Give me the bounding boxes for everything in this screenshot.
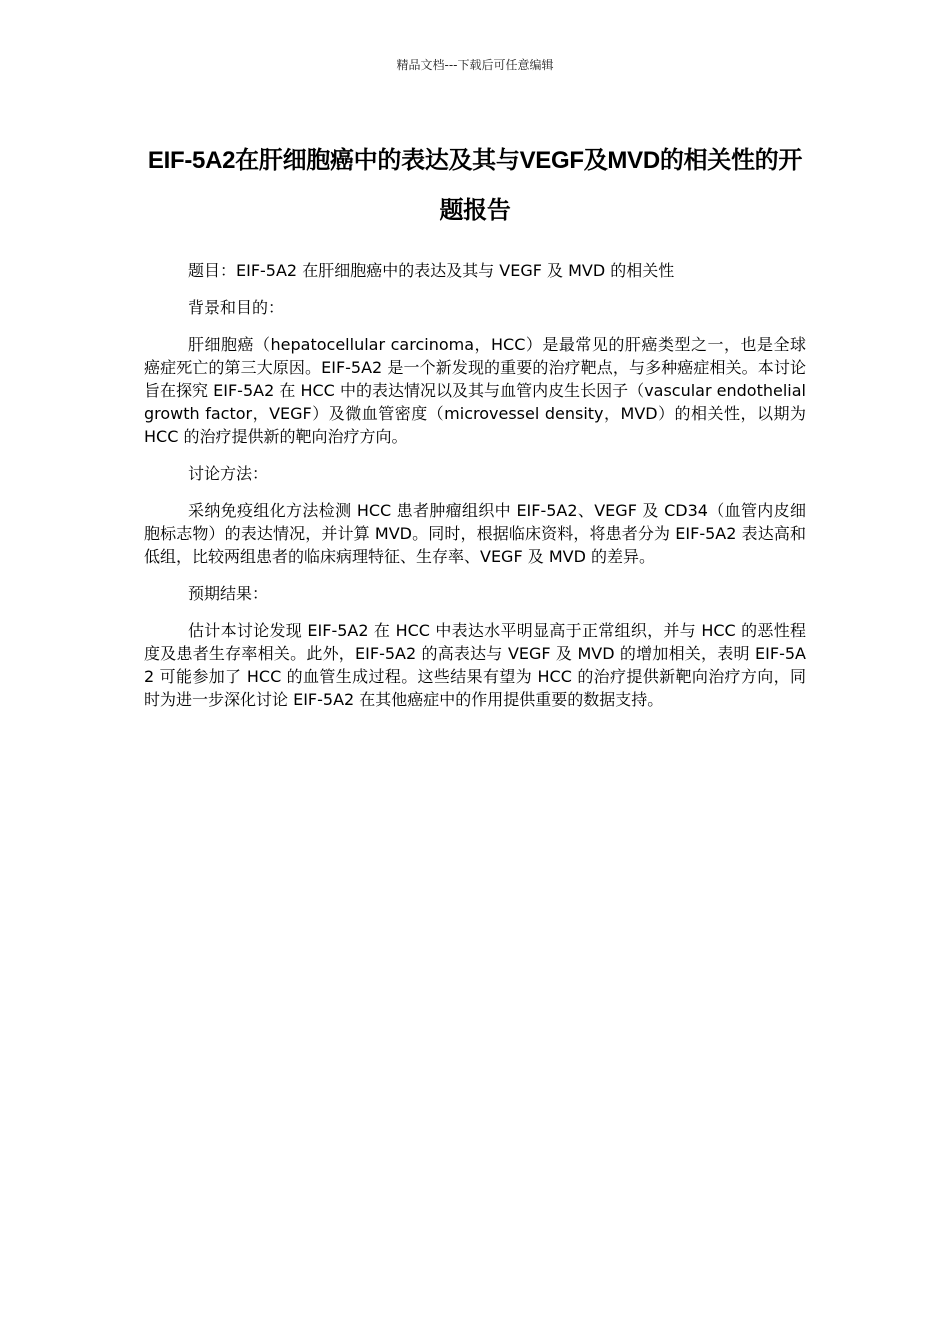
topic-line: 题目：EIF-5A2 在肝细胞癌中的表达及其与 VEGF 及 MVD 的相关性: [188, 261, 675, 280]
method-label: 讨论方法：: [188, 464, 269, 483]
method-paragraph: 采纳免疫组化方法检测 HCC 患者肿瘤组织中 EIF-5A2、VEGF 及 CD34（血管内皮细胞标志物）的表达情况，并计算 MVD。同时，根据临床资料，将患者分为 EIF-5A2 表达高和低组，比较两组患者的临床病理特征、生存率、VEGF 及 MVD 的差异。: [144, 501, 806, 566]
document-title: EIF-5A2在肝细胞癌中的表达及其与VEGF及MVD的相关性的开题报告: [147, 147, 803, 224]
background-label: 背景和目的：: [188, 298, 285, 317]
document-body: [144, 259, 806, 725]
background-paragraph: 肝细胞癌（hepatocellular carcinoma，HCC）是最常见的肝癌类型之一，也是全球癌症死亡的第三大原因。EIF-5A2 是一个新发现的重要的治疗靶点，与多种癌症相关。本讨论旨在探究 EIF-5A2 在 HCC 中的表达情况以及其与血管内皮生长因子（vascular endothelial growth factor，VEGF）及微血管密度（microvessel density，MVD）的相关性，以期为 HCC 的治疗提供新的靶向治疗方向。: [144, 335, 806, 446]
result-paragraph: 估计本讨论发现 EIF-5A2 在 HCC 中表达水平明显高于正常组织，并与 HCC 的恶性程度及患者生存率相关。此外，EIF-5A2 的高表达与 VEGF 及 MVD 的增加相关，表明 EIF-5A2 可能参加了 HCC 的血管生成过程。这些结果有望为 HCC 的治疗提供新靶向治疗方向，同时为进一步深化讨论 EIF-5A2 在其他癌症中的作用提供重要的数据支持。: [144, 621, 806, 709]
header-note: 精品文档---下载后可任意编辑: [396, 58, 554, 72]
result-label: 预期结果：: [188, 584, 269, 603]
